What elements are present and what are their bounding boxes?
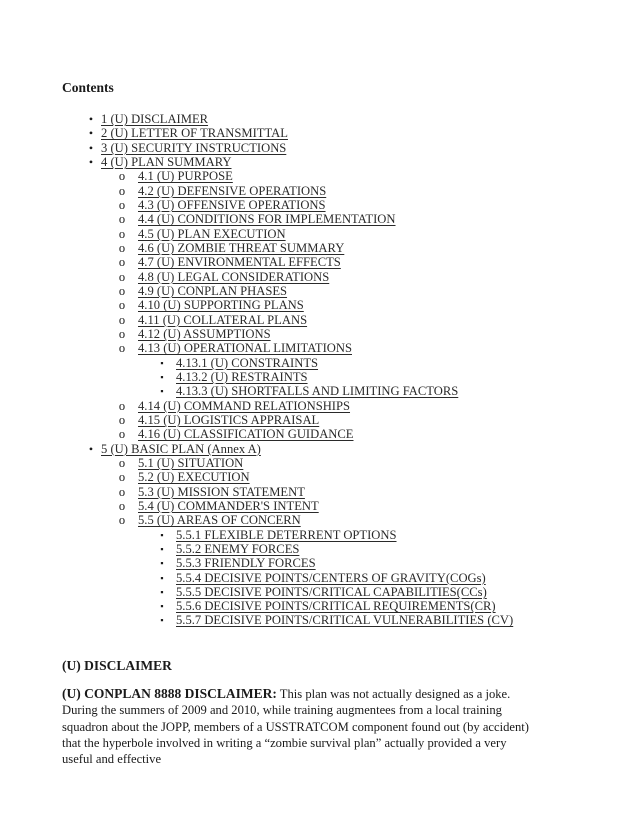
toc-link[interactable]: 4.2 (U) DEFENSIVE OPERATIONS [138, 183, 327, 198]
toc-bullet: o [118, 212, 126, 227]
toc-item [0, 313, 638, 327]
toc-bullet: o [118, 455, 126, 470]
toc-item [0, 585, 638, 599]
toc-link[interactable]: 5.2 (U) EXECUTION [138, 470, 250, 485]
toc-bullet: ▪ [160, 371, 164, 382]
toc-bullet: o [118, 484, 126, 499]
toc-bullet: o [118, 269, 126, 284]
toc-item [0, 384, 638, 398]
toc-bullet: o [118, 183, 126, 198]
toc-bullet: o [118, 398, 126, 413]
disclaimer-body: This plan was not actually designed as a joke. During the summers of 2009 and 2010, while training augmentees from a local training squadron about the JOPP, members of a USSTRATCOM component found out (by accident) that the hyperbole involved in writing a “zombie survival plan” actually provided a very useful and effective [62, 687, 529, 767]
toc-item [0, 112, 638, 126]
toc-bullet: • [88, 154, 94, 169]
toc-bullet: ▪ [160, 572, 164, 583]
toc-bullet: • [88, 112, 94, 126]
toc-bullet: o [118, 427, 126, 442]
toc-item [0, 227, 638, 241]
toc-link[interactable]: 5.5.5 DECISIVE POINTS/CRITICAL CAPABILITIES(CCs) [176, 584, 487, 599]
toc-item [0, 499, 638, 513]
toc-item [0, 356, 638, 370]
toc-link[interactable]: 4.4 (U) CONDITIONS FOR IMPLEMENTATION [138, 212, 396, 227]
toc-item [0, 485, 638, 499]
toc-link[interactable]: 4.7 (U) ENVIRONMENTAL EFFECTS [138, 255, 341, 270]
toc-bullet: ▪ [160, 586, 164, 597]
toc-item [0, 399, 638, 413]
toc-bullet: ▪ [160, 529, 164, 540]
toc-link[interactable]: 4.9 (U) CONPLAN PHASES [138, 283, 288, 298]
toc-bullet: ▪ [160, 357, 164, 368]
toc-bullet: o [118, 326, 126, 341]
toc-item [0, 470, 638, 484]
toc-item [0, 184, 638, 198]
toc-link[interactable]: 4.1 (U) PURPOSE [138, 169, 233, 184]
toc-link[interactable]: 5.5.3 FRIENDLY FORCES [176, 556, 316, 571]
toc-bullet: ▪ [160, 601, 164, 612]
disclaimer-lead: (U) CONPLAN 8888 DISCLAIMER: [62, 686, 277, 701]
toc-bullet: o [118, 169, 126, 184]
toc-link[interactable]: 5.5 (U) AREAS OF CONCERN [138, 513, 301, 528]
toc-link[interactable]: 4.8 (U) LEGAL CONSIDERATIONS [138, 269, 330, 284]
toc-link[interactable]: 4.5 (U) PLAN EXECUTION [138, 226, 286, 241]
toc-item [0, 155, 638, 169]
toc-bullet: • [88, 441, 94, 456]
toc-link[interactable]: 4.10 (U) SUPPORTING PLANS [138, 298, 304, 313]
toc-link[interactable]: 4.3 (U) OFFENSIVE OPERATIONS [138, 197, 326, 212]
toc-link[interactable]: 4.16 (U) CLASSIFICATION GUIDANCE [138, 427, 354, 442]
toc-bullet: o [118, 312, 126, 327]
toc-bullet: o [118, 341, 126, 356]
toc-bullet: ▪ [160, 543, 164, 554]
toc-link[interactable]: 5.5.7 DECISIVE POINTS/CRITICAL VULNERABILITIES (CV) [176, 613, 514, 628]
toc-item [0, 542, 638, 556]
contents-title: Contents [62, 80, 114, 95]
toc-link[interactable]: 5.5.2 ENEMY FORCES [176, 541, 300, 556]
toc-link[interactable]: 4.14 (U) COMMAND RELATIONSHIPS [138, 398, 351, 413]
toc-link[interactable]: 5.1 (U) SITUATION [138, 455, 244, 470]
toc-item [0, 599, 638, 613]
toc-bullet: ▪ [160, 558, 164, 569]
toc-item [0, 341, 638, 355]
toc-link[interactable]: 4.12 (U) ASSUMPTIONS [138, 326, 271, 341]
toc-link[interactable]: 4 (U) PLAN SUMMARY [101, 154, 232, 169]
toc-item [0, 456, 638, 470]
disclaimer-paragraph [62, 686, 532, 767]
toc-item [0, 427, 638, 441]
toc-item [0, 370, 638, 384]
toc-item [0, 255, 638, 269]
toc-link[interactable]: 4.6 (U) ZOMBIE THREAT SUMMARY [138, 240, 345, 255]
toc-item [0, 413, 638, 427]
toc-link[interactable]: 5.3 (U) MISSION STATEMENT [138, 484, 305, 499]
toc-item [0, 442, 638, 456]
toc-item [0, 241, 638, 255]
toc-bullet: o [118, 470, 126, 485]
toc-link[interactable]: 5.4 (U) COMMANDER'S INTENT [138, 498, 319, 513]
toc-link[interactable]: 4.13.3 (U) SHORTFALLS AND LIMITING FACTORS [176, 384, 459, 399]
toc-link[interactable]: 4.15 (U) LOGISTICS APPRAISAL [138, 412, 320, 427]
toc-link[interactable]: 4.13 (U) OPERATIONAL LIMITATIONS [138, 341, 352, 356]
toc-bullet: o [118, 226, 126, 241]
toc-bullet: o [118, 498, 126, 513]
toc-item [0, 571, 638, 585]
toc-item [0, 528, 638, 542]
toc-bullet: • [88, 140, 94, 155]
toc-bullet: ▪ [160, 615, 164, 626]
toc-link[interactable]: 5.5.6 DECISIVE POINTS/CRITICAL REQUIREMENTS(CR) [176, 599, 496, 614]
toc-link[interactable]: 4.13.1 (U) CONSTRAINTS [176, 355, 319, 370]
toc-bullet: o [118, 240, 126, 255]
toc-link[interactable]: 1 (U) DISCLAIMER [101, 112, 209, 126]
toc-item [0, 212, 638, 226]
toc-link[interactable]: 4.13.2 (U) RESTRAINTS [176, 369, 308, 384]
toc-item [0, 169, 638, 183]
toc-item [0, 284, 638, 298]
toc-item [0, 298, 638, 312]
toc-link[interactable]: 5.5.1 FLEXIBLE DETERRENT OPTIONS [176, 527, 397, 542]
toc-bullet: • [88, 126, 94, 141]
toc-item [0, 327, 638, 341]
toc-link[interactable]: 5 (U) BASIC PLAN (Annex A) [101, 441, 261, 456]
toc-bullet: o [118, 197, 126, 212]
disclaimer-heading: (U) DISCLAIMER [62, 658, 172, 673]
toc-item [0, 141, 638, 155]
toc-link[interactable]: 4.11 (U) COLLATERAL PLANS [138, 312, 308, 327]
toc-link[interactable]: 5.5.4 DECISIVE POINTS/CENTERS OF GRAVITY(COGs) [176, 570, 486, 585]
toc-item [0, 556, 638, 570]
table-of-contents [0, 112, 638, 628]
toc-link[interactable]: 3 (U) SECURITY INSTRUCTIONS [101, 140, 287, 155]
toc-bullet: o [118, 255, 126, 270]
toc-item [0, 270, 638, 284]
toc-item [0, 198, 638, 212]
toc-item [0, 613, 638, 627]
toc-item [0, 513, 638, 527]
toc-link[interactable]: 2 (U) LETTER OF TRANSMITTAL [101, 126, 288, 141]
toc-bullet: ▪ [160, 386, 164, 397]
toc-bullet: o [118, 513, 126, 528]
toc-bullet: o [118, 412, 126, 427]
toc-item [0, 126, 638, 140]
toc-bullet: o [118, 283, 126, 298]
toc-bullet: o [118, 298, 126, 313]
